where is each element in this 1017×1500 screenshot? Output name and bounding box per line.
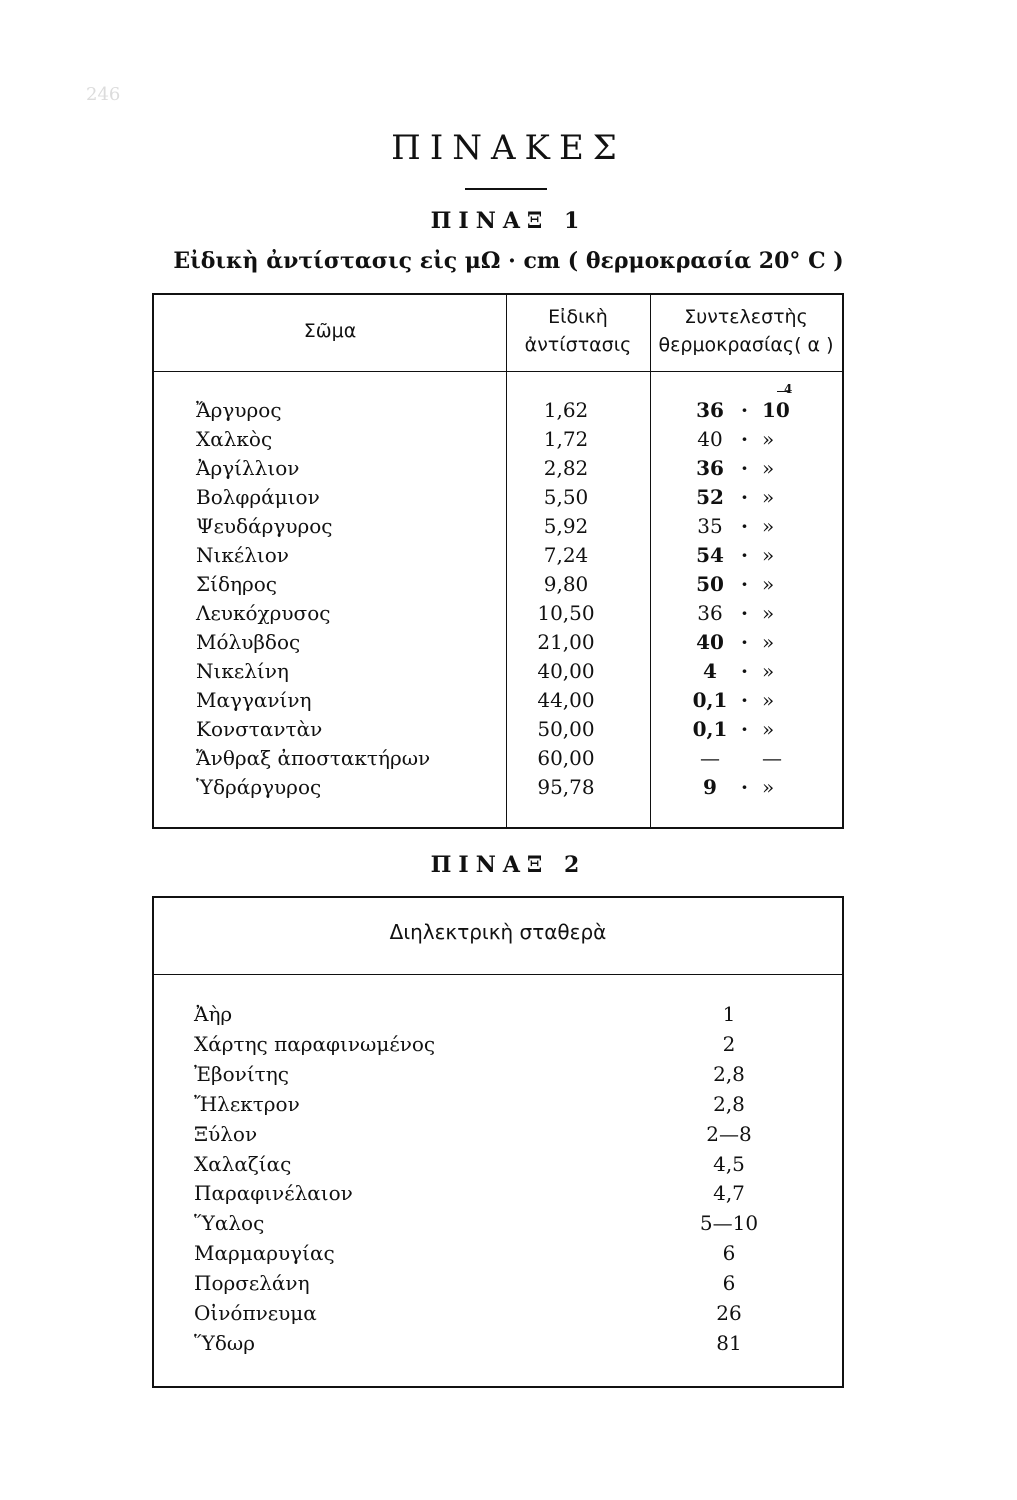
material-name: Οἰνόπνευμα: [194, 1301, 317, 1325]
material-name: Χαλαζίας: [194, 1151, 292, 1176]
multiply-dot: ·: [741, 398, 748, 422]
multiply-dot: ·: [741, 688, 748, 712]
table-row: [154, 485, 842, 514]
material-name: Ἄργυρος: [196, 398, 282, 422]
table1-title: ΠΙΝΑΞ 1: [430, 208, 587, 234]
dielectric-value: 2,8: [713, 1061, 745, 1086]
table1-header-resistivity-line1: Εἰδικὴ: [548, 306, 608, 328]
table2: [152, 896, 844, 1388]
table-row: [154, 630, 842, 659]
table-row: [154, 1062, 842, 1091]
material-name: Σίδηρος: [196, 572, 278, 596]
table1-header-coefficient-line1: Συντελεστὴς: [684, 306, 808, 328]
multiply-dot: ·: [741, 485, 748, 509]
resistivity-value: 44,00: [537, 688, 595, 712]
table1: [152, 293, 844, 829]
dielectric-value: 2: [722, 1031, 736, 1056]
coefficient-value: 36: [696, 456, 724, 480]
table1-header-coefficient-line2: θερμοκρασίας( α ): [658, 334, 834, 356]
table-row: [154, 1271, 842, 1300]
table-row: [154, 601, 842, 630]
unit-value: »: [762, 572, 775, 596]
coefficient-value: 50: [696, 572, 724, 596]
table2-header: Διηλεκτρικὴ σταθερὰ: [389, 920, 607, 944]
coefficient-value: 4: [703, 659, 717, 683]
table1-header-coefficient: [650, 303, 842, 359]
resistivity-value: 50,00: [537, 717, 595, 741]
multiply-dot: ·: [741, 514, 748, 538]
multiply-dot: ·: [741, 572, 748, 596]
coefficient-value: 52: [696, 485, 724, 509]
unit-value: »: [762, 717, 775, 741]
coefficient-value: —: [700, 746, 720, 770]
material-name: Ἐβονίτης: [194, 1061, 289, 1086]
table-row: [154, 427, 842, 456]
material-name: Ὑδράργυρος: [196, 775, 322, 799]
table-row: [154, 746, 842, 775]
table1-header-resistivity-line2: ἀντίστασις: [524, 334, 632, 356]
resistivity-value: 2,82: [543, 456, 589, 480]
dielectric-value: 4,7: [713, 1181, 745, 1206]
material-name: Λευκόχρυσος: [196, 601, 331, 625]
table-row: [154, 572, 842, 601]
table-row: [154, 1241, 842, 1270]
table-row: [154, 1331, 842, 1360]
unit-value: »: [762, 659, 775, 683]
unit-value: »: [762, 427, 775, 451]
coefficient-value: 36: [697, 601, 723, 625]
material-name: Ξύλον: [194, 1121, 258, 1146]
material-name: Νικέλιον: [196, 543, 289, 567]
table-row: [154, 382, 842, 427]
multiply-dot: ·: [741, 775, 748, 799]
table1-header-divider: [154, 371, 842, 372]
table-row: [154, 1152, 842, 1181]
dielectric-value: 6: [722, 1271, 736, 1296]
material-name: Ὕαλος: [194, 1211, 265, 1236]
material-name: Χαλκὸς: [196, 427, 273, 451]
resistivity-value: 40,00: [537, 659, 595, 683]
unit-value: »: [762, 775, 775, 799]
table-row: [154, 456, 842, 485]
coefficient-value: 36: [696, 398, 724, 422]
coefficient-value: 40: [696, 630, 724, 654]
unit-value: »: [762, 485, 775, 509]
table2-header-divider: [154, 974, 842, 975]
multiply-dot: ·: [741, 601, 748, 625]
unit-value: »: [762, 543, 775, 567]
unit-value: 10: [762, 398, 790, 422]
table-row: [154, 688, 842, 717]
table-row: [154, 717, 842, 746]
material-name: Ἤλεκτρον: [194, 1091, 300, 1116]
dielectric-value: 81: [716, 1330, 742, 1355]
table1-header-resistivity: [506, 303, 650, 359]
coefficient-value: 0,1: [692, 688, 728, 712]
table-row: [154, 543, 842, 572]
resistivity-value: 1,62: [543, 398, 589, 422]
coefficient-value: 54: [696, 543, 724, 567]
unit-value: »: [762, 630, 775, 654]
page-number: 246: [86, 84, 121, 105]
resistivity-value: 9,80: [543, 572, 589, 596]
material-name: Ὕδωρ: [194, 1330, 255, 1355]
material-name: Ἄνθραξ ἀποστακτήρων: [196, 746, 431, 770]
table-row: [154, 775, 842, 804]
dielectric-value: 6: [722, 1241, 736, 1266]
unit-value: »: [762, 456, 775, 480]
material-name: Χάρτης παραφινωμένος: [194, 1031, 436, 1056]
unit-value: »: [762, 601, 775, 625]
table-row: [154, 1301, 842, 1330]
resistivity-value: 21,00: [537, 630, 595, 654]
table-row: [154, 1181, 842, 1210]
material-name: Μαγγανίνη: [196, 688, 312, 712]
table-row: [154, 659, 842, 688]
resistivity-value: 1,72: [543, 427, 589, 451]
resistivity-value: 60,00: [537, 746, 595, 770]
resistivity-value: 10,50: [537, 601, 595, 625]
material-name: Ἀργίλλιον: [196, 456, 300, 480]
table2-title: ΠΙΝΑΞ 2: [430, 852, 587, 878]
multiply-dot: ·: [741, 427, 748, 451]
table-row: [154, 1092, 842, 1121]
material-name: Ἀὴρ: [194, 1002, 233, 1026]
material-name: Πορσελάνη: [194, 1271, 310, 1296]
multiply-dot: ·: [741, 456, 748, 480]
resistivity-value: 5,92: [543, 514, 589, 538]
page-title: ΠΙΝΑΚΕΣ: [391, 128, 626, 168]
table1-subtitle: Εἰδικὴ ἀντίστασις εἰς μΩ · cm ( θερμοκρασία 20° C ): [173, 248, 844, 274]
dielectric-value: 1: [722, 1002, 736, 1026]
unit-value: —: [762, 746, 782, 770]
exponent-value: 4: [784, 382, 793, 396]
table-row: [154, 1211, 842, 1240]
coefficient-value: 35: [697, 514, 723, 538]
multiply-dot: ·: [741, 630, 748, 654]
title-underline: [465, 188, 547, 190]
coefficient-value: 0,1: [692, 717, 728, 741]
unit-value: »: [762, 688, 775, 712]
material-name: Κονσταντὰν: [196, 717, 323, 741]
table-row: [154, 514, 842, 543]
material-name: Βολφράμιον: [196, 485, 320, 509]
multiply-dot: ·: [741, 659, 748, 683]
unit-value: »: [762, 514, 775, 538]
dielectric-value: 26: [716, 1301, 742, 1325]
resistivity-value: 7,24: [543, 543, 589, 567]
coefficient-value: 40: [697, 427, 723, 451]
table1-header-body: Σῶμα: [303, 320, 357, 342]
dielectric-value: 4,5: [713, 1151, 745, 1176]
table-row: [154, 1032, 842, 1061]
dielectric-value: 2,8: [713, 1091, 745, 1116]
material-name: Μόλυβδος: [196, 630, 301, 654]
material-name: Ψευδάργυρος: [196, 514, 333, 538]
material-name: Μαρμαρυγίας: [194, 1241, 335, 1266]
dielectric-value: 2—8: [706, 1121, 752, 1146]
resistivity-value: 5,50: [543, 485, 589, 509]
material-name: Νικελίνη: [196, 659, 289, 683]
table-row: [154, 1002, 842, 1031]
material-name: Παραφινέλαιον: [194, 1181, 353, 1206]
coefficient-value: 9: [703, 775, 717, 799]
multiply-dot: ·: [741, 717, 748, 741]
multiply-dot: ·: [741, 543, 748, 567]
table-row: [154, 1122, 842, 1151]
resistivity-value: 95,78: [537, 775, 595, 799]
dielectric-value: 5—10: [699, 1211, 759, 1236]
